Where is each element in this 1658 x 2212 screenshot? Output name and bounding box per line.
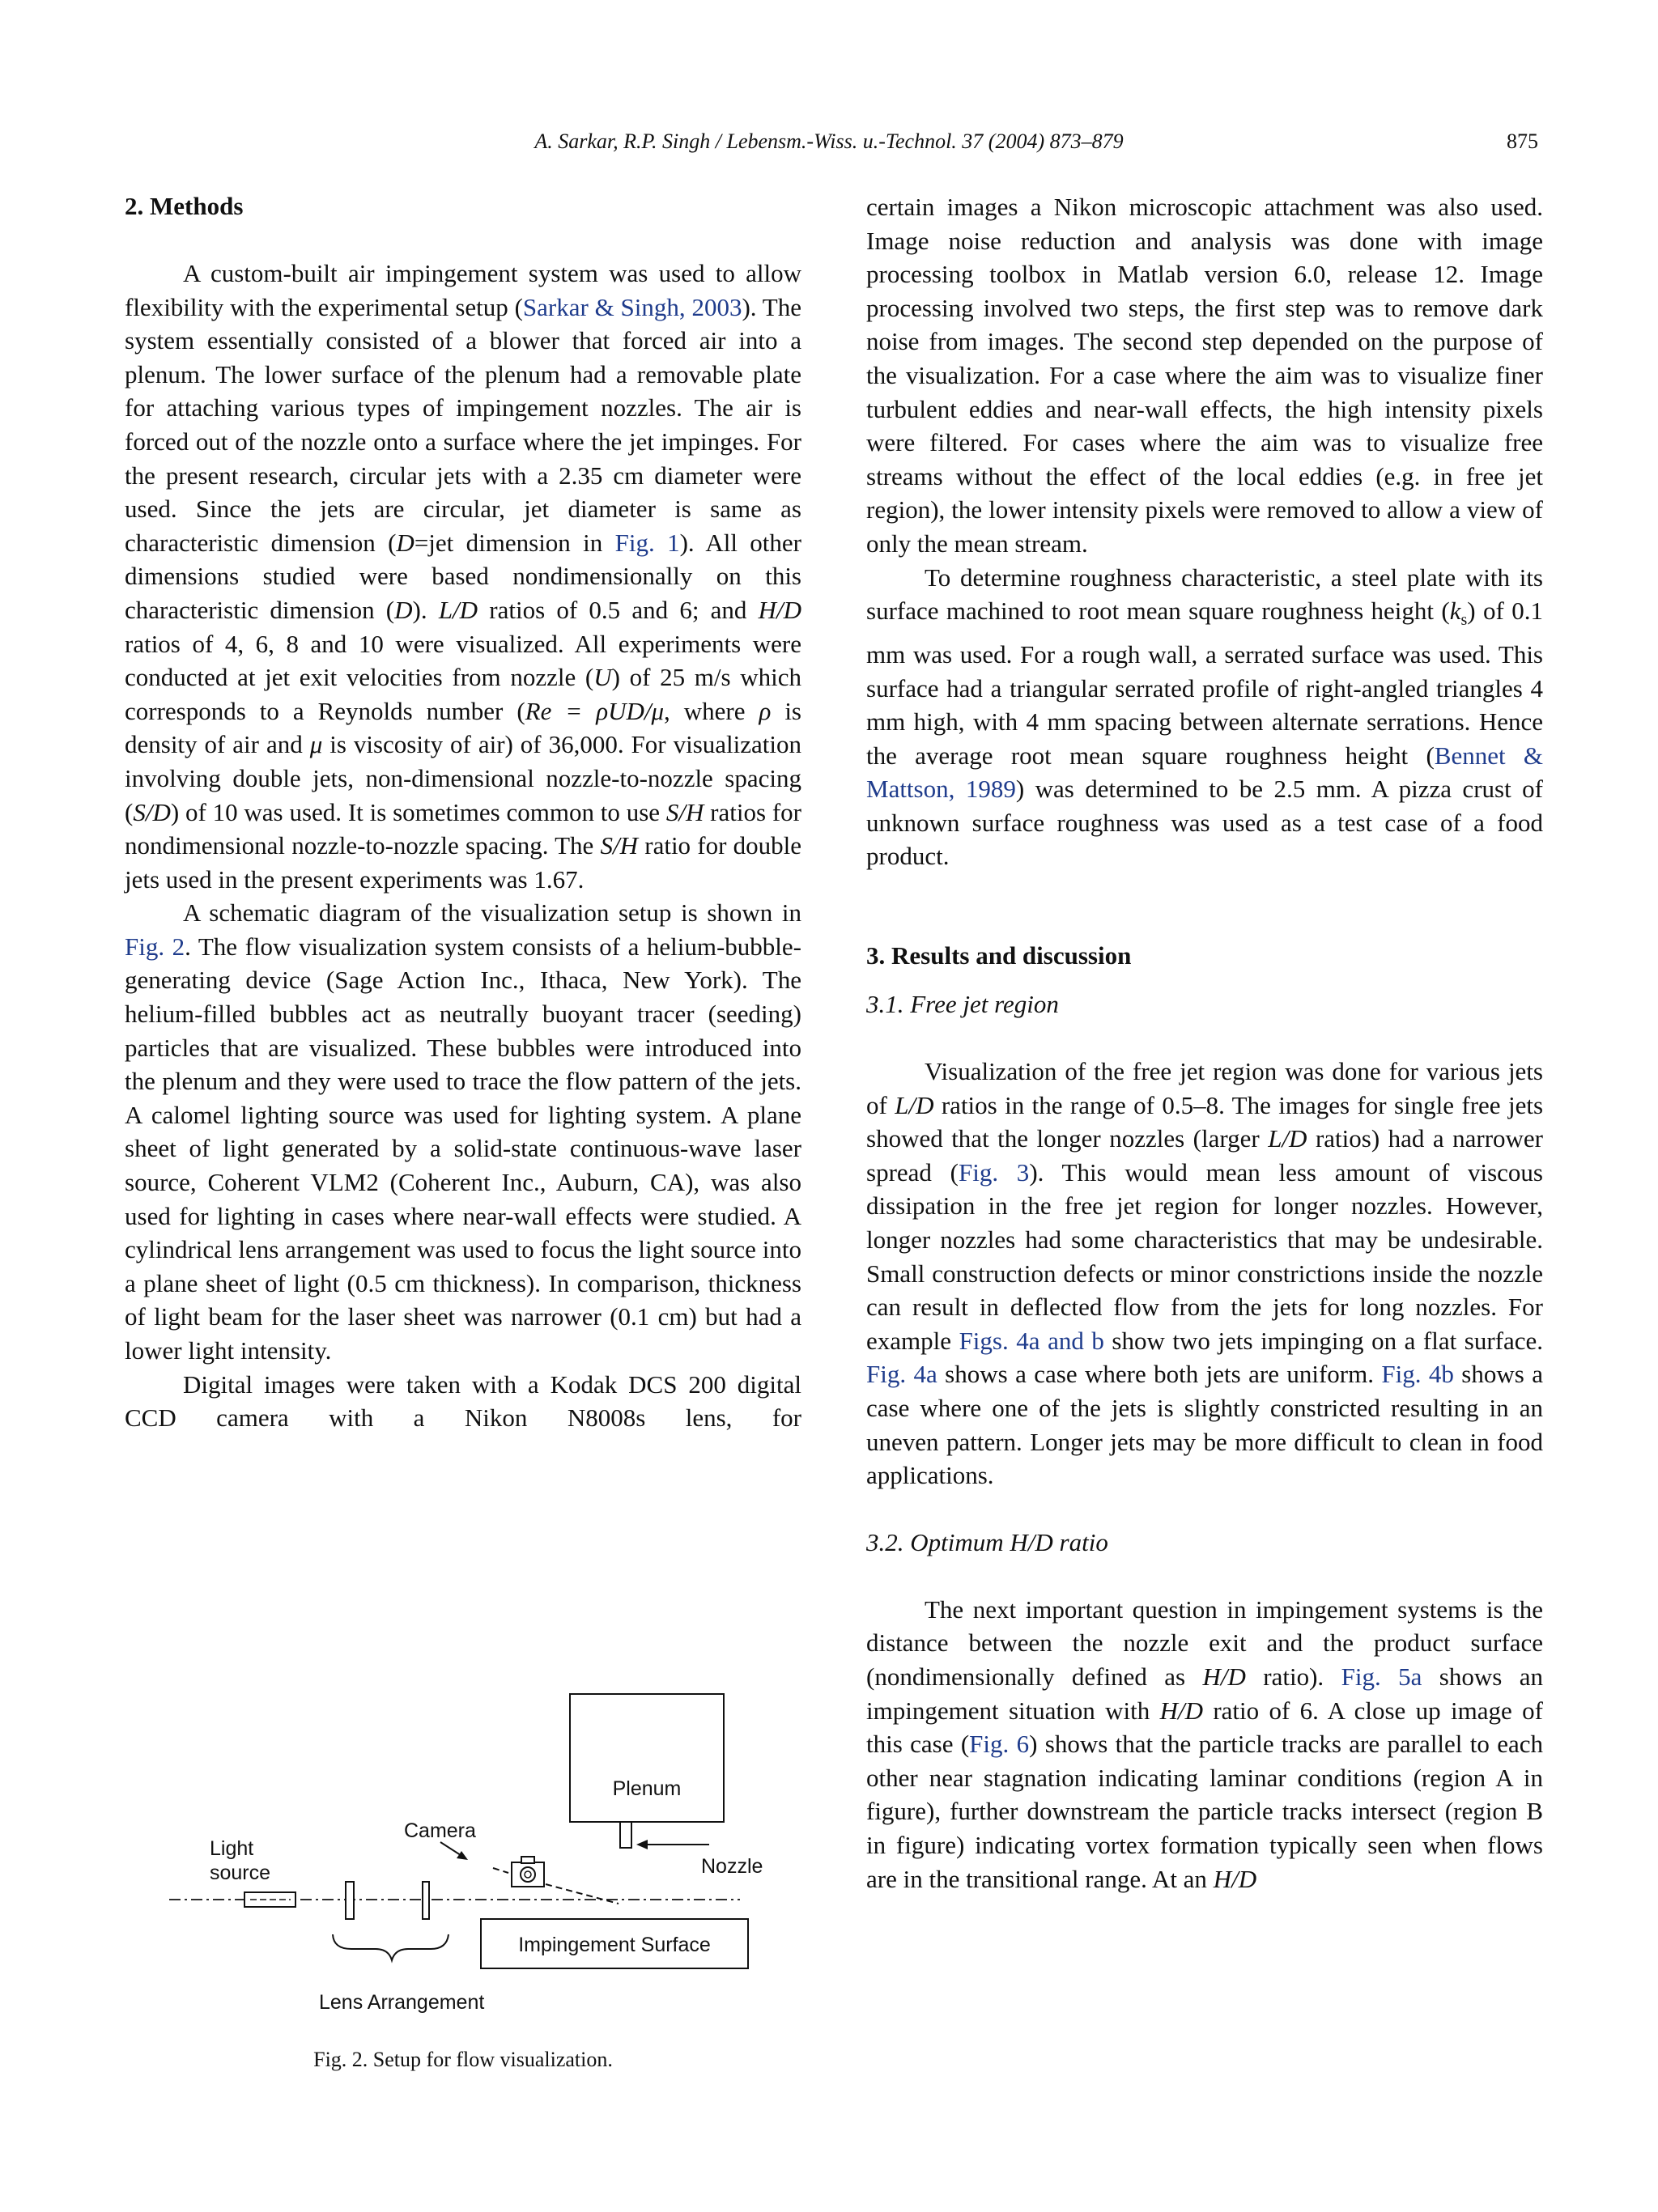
section-title-results: 3. Results and discussion xyxy=(866,941,1132,970)
text-run: ratio). xyxy=(1245,1662,1341,1691)
methods-paragraph-1 xyxy=(125,257,801,896)
text-run: 3.2. Optimum xyxy=(866,1527,1010,1556)
methods-paragraph-4: certain images a Nikon microscopic attachment was also used. Image noise reduction and analysis was done with image processing toolbox in Matlab version 6.0, release 12. Image processing involved two steps, the first step was to remove dark noise from images. The second step depended on the purpose of the visualization. For a case where the aim was to visualize finer turbulent eddies and near-wall effects, the high intensity pixels were filtered. For cases where the aim was to visualize free streams without the effect of the local eddies (e.g. in free jet region), the lower intensity pixels were removed to allow a view of only the mean stream. xyxy=(866,193,1543,558)
camera-view-line-right xyxy=(546,1884,619,1904)
nozzle-arrowhead xyxy=(636,1840,648,1849)
math-k: k xyxy=(1449,597,1461,626)
math-H-over-D: H/D xyxy=(1202,1662,1246,1691)
page-number: 875 xyxy=(1507,129,1538,153)
ref-fig-3[interactable]: Fig. 3 xyxy=(958,1157,1030,1187)
text-run: Visualization of the free jet region was done for various jets of xyxy=(866,1057,1543,1119)
camera-arrowhead xyxy=(457,1851,468,1860)
text-run: ) shows that the particle tracks are parallel to each other near stagnation indicating laminar conditions (region A in figure), further downstream the particle tracks intersect (region B in figure) indicating vortex formation typically seen when flows are in the transitional range. At an xyxy=(866,1730,1543,1893)
math-H-over-D: H/D xyxy=(758,595,802,624)
text-run: ratios of 0.5 and 6; and xyxy=(478,595,759,624)
right-column xyxy=(866,190,1543,1896)
subsection-title-optimum-hd xyxy=(866,1526,1543,1559)
ref-fig-5a[interactable]: Fig. 5a xyxy=(1341,1662,1422,1691)
text-run: shows a case where one of the jets is slightly constricted resulting in an uneven pattern. Longer jets may be more difficult to clean in food applications. xyxy=(866,1360,1543,1490)
text-run: ). The system essentially consisted of a blower that forced air into a plenum. The lower surface of the plenum had a removable plate for attaching various types of impingement nozzles. The air is forced out of the nozzle onto a surface where the jet impinges. For the present research, circular jets with a 2.35 cm diameter were used. Since the jets are circular, jet diameter is same as characteristic dimension ( xyxy=(125,292,801,557)
text-run: is viscosity of air) of 36,000. For visualization involving double jets, non-dimensional nozzle-to-nozzle spacing ( xyxy=(125,730,801,826)
text-run: ). All other dimensions studied were based nondimensionally on this characteristic dimension ( xyxy=(125,528,801,624)
math-D: D xyxy=(396,528,414,557)
running-head xyxy=(0,129,1658,162)
running-head-title: A. Sarkar, R.P. Singh / Lebensm.-Wiss. u.-Technol. 37 (2004) 873–879 xyxy=(534,129,1124,153)
ref-fig-1[interactable]: Fig. 1 xyxy=(614,528,680,557)
results-paragraph-1 xyxy=(866,1055,1543,1492)
math-k-subscript: s xyxy=(1460,611,1468,630)
ref-fig-4b[interactable]: Fig. 4b xyxy=(1381,1360,1454,1389)
math-D: D xyxy=(394,595,413,624)
camera-label: Camera xyxy=(404,1819,476,1842)
text-run: ratios for nondimensional nozzle-to-nozzle spacing. The xyxy=(125,797,801,860)
math-U: U xyxy=(593,663,612,692)
text-run: ratios of 4, 6, 8 and 10 were visualized. All experiments were conducted at jet exit velocities from nozzle ( xyxy=(125,629,801,692)
light-source-label-line1: Light xyxy=(210,1837,254,1860)
math-L-over-D: L/D xyxy=(895,1090,934,1119)
math-rho: ρ xyxy=(759,696,772,725)
text-run: . The flow visualization system consists of a helium-bubble-generating device (Sage Action Inc., Ithaca, New York). The helium-filled bubbles act as neutrally buoyant tracer (seeding) particles that are visualized. These bubbles were introduced into the plenum and they were used to trace the flow pattern of the jets. A calomel lighting source was used for lighting system. A plane sheet of light generated by a solid-state continuous-wave laser source, Coherent VLM2 (Coherent Inc., Auburn, CA), was also used for lighting in cases where near-wall effects were studied. A cylindrical lens arrangement was used to focus the light source into a plane sheet of light (0.5 cm thickness). In comparison, thickness of light beam for the laser sheet was narrower (0.1 cm) but had a lower light intensity. xyxy=(125,932,801,1365)
math-S-over-H: S/H xyxy=(600,831,639,860)
plenum-box xyxy=(570,1694,724,1822)
text-run: ratio of 6. A close up image of this case ( xyxy=(866,1696,1543,1759)
figure-2 xyxy=(125,1692,801,2072)
text-run: ) of 10 was used. It is sometimes common to use xyxy=(170,797,666,826)
text-run: ) was determined to be 2.5 mm. A pizza crust of unknown surface roughness was used as a test case of a food product. xyxy=(866,775,1543,871)
text-run: ) of 0.1 mm was used. For a rough wall, a serrated surface was used. This surface had a triangular serrated profile of right-angled triangles 4 mm high, with 4 mm spacing between alternate serrations. Hence the average root mean square roughness height ( xyxy=(866,597,1543,770)
text-run: shows a case where both jets are uniform. xyxy=(937,1360,1382,1389)
text-run: A custom-built air impingement system was used to allow flexibility with the experimental setup ( xyxy=(125,259,801,321)
left-column xyxy=(125,190,801,1435)
impingement-surface-label: Impingement Surface xyxy=(518,1934,711,1956)
text-run: ratios in the range of 0.5–8. The images for single free jets showed that the longer nozzles (larger xyxy=(866,1090,1544,1153)
math-mu: μ xyxy=(309,730,323,759)
lens-2 xyxy=(423,1882,429,1919)
text-run: ratio xyxy=(1052,1527,1108,1556)
figure-2-caption: Fig. 2. Setup for flow visualization. xyxy=(313,2048,613,2071)
lens-arrangement-brace xyxy=(333,1934,449,1960)
ref-fig-2[interactable]: Fig. 2 xyxy=(125,932,185,961)
ref-figs-4a-b[interactable]: Figs. 4a and b xyxy=(959,1326,1104,1355)
text-run: , where xyxy=(664,696,759,725)
text-run: To determine roughness characteristic, a steel plate with its surface machined to root mean square roughness height ( xyxy=(866,563,1543,626)
lens-arrangement-label: Lens Arrangement xyxy=(319,1991,485,2014)
math-L-over-D: L/D xyxy=(438,595,478,624)
text-run: ratio for double jets used in the present experiments was 1.67. xyxy=(125,831,802,894)
text-run: ). xyxy=(412,595,439,624)
camera-view-line-left xyxy=(493,1868,508,1873)
lens-1 xyxy=(346,1882,354,1919)
figure-2-diagram xyxy=(125,1692,801,2040)
ref-fig-4a[interactable]: Fig. 4a xyxy=(866,1360,937,1389)
text-run: shows an impingement situation with xyxy=(866,1662,1543,1725)
math-reynolds: Re = ρUD/μ xyxy=(525,696,665,725)
math-H-over-D: H/D xyxy=(1159,1696,1203,1725)
math-H-over-D: H/D xyxy=(1213,1864,1257,1893)
text-run: =jet dimension in xyxy=(414,528,615,557)
math-L-over-D: L/D xyxy=(1268,1124,1307,1153)
methods-paragraph-3: Digital images were taken with a Kodak DCS 200 digital CCD camera with a Nikon N8008s lens, for xyxy=(125,1369,801,1433)
text-run: show two jets impinging on a flat surface. xyxy=(1103,1326,1544,1355)
camera-icon xyxy=(512,1857,544,1887)
text-run: ) of 25 m/s which corresponds to a Reynolds number ( xyxy=(125,663,801,725)
plenum-label: Plenum xyxy=(612,1777,682,1800)
nozzle-shape xyxy=(620,1822,631,1848)
ref-bennet-mattson-1989[interactable]: Bennet & Mattson, 1989 xyxy=(866,741,1543,804)
methods-paragraph-5 xyxy=(866,561,1543,874)
math-H-over-D: H/D xyxy=(1010,1527,1053,1556)
math-S-over-D: S/D xyxy=(133,797,171,826)
subsection-title-free-jet: 3.1. Free jet region xyxy=(866,990,1059,1019)
ref-fig-6[interactable]: Fig. 6 xyxy=(969,1730,1030,1759)
ref-sarkar-singh-2003[interactable]: Sarkar & Singh, 2003 xyxy=(522,292,742,321)
text-run: The next important question in impingement systems is the distance between the nozzle exit and the product surface (nondimensionally defined as xyxy=(866,1594,1543,1691)
text-run: is density of air and xyxy=(125,696,801,759)
text-run: ). This would mean less amount of viscous dissipation in the free jet region for longer nozzles. However, longer nozzles had some characteristics that may be undesirable. Small construction defects or minor constrictions inside the nozzle can result in deflected flow from the jets for long nozzles. For example xyxy=(866,1157,1543,1355)
section-title-methods: 2. Methods xyxy=(125,192,244,220)
nozzle-label: Nozzle xyxy=(701,1855,763,1878)
math-S-over-H: S/H xyxy=(665,797,704,826)
text-run: A schematic diagram of the visualization setup is shown in xyxy=(183,898,801,928)
results-paragraph-2 xyxy=(866,1593,1543,1896)
light-source-label-line2: source xyxy=(210,1862,271,1884)
text-run: ratios) had a narrower spread ( xyxy=(866,1124,1543,1187)
methods-paragraph-2 xyxy=(125,896,801,1367)
